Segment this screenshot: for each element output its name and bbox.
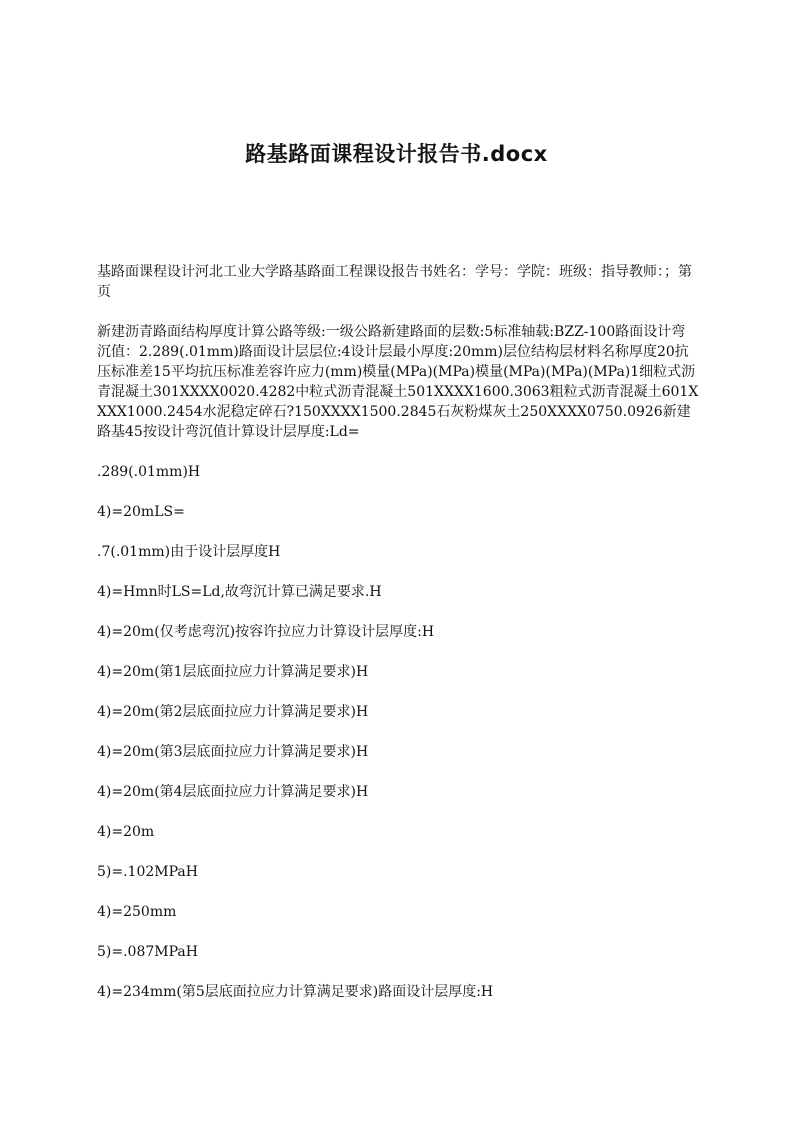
paragraph-line: 5)=.102MPaH: [97, 864, 198, 880]
document-body: [97, 262, 699, 1022]
paragraph-line: 4)=234mm(第5层底面拉应力计算满足要求)路面设计层厚度:H: [97, 984, 494, 1000]
paragraph-line: .7(.01mm)由于设计层厚度H: [97, 544, 281, 560]
paragraph-design-summary: 新建沥青路面结构厚度计算公路等级:一级公路新建路面的层数:5标准轴载:BZZ-100路面设计弯沉值：2.289(.01mm)路面设计层层位:4设计层最小厚度:20mm)层位结构层材料名称厚度20抗压标准差15平均抗压标准差容许应力(mm)模量(MPa)(MPa)模量(MPa)(MPa)(MPa)1细粒式沥青混凝土301XXXX0020.4282中粒式沥青混凝土501XXXX1600.3063粗粒式沥青混凝土601XXXX1000.2454水泥稳定碎石?150XXXX1500.2845石灰粉煤灰土250XXXX0750.0926新建路基45按设计弯沉值计算设计层厚度:Ld=: [97, 324, 699, 440]
paragraph-line: 4)=20m(仅考虑弯沉)按容许拉应力计算设计层厚度:H: [97, 624, 435, 640]
paragraph-line: .289(.01mm)H: [97, 464, 201, 480]
paragraph-line: 5)=.087MPaH: [97, 944, 198, 960]
paragraph-line: 4)=250mm: [97, 904, 177, 920]
paragraph-line: 4)=20m(第3层底面拉应力计算满足要求)H: [97, 744, 369, 760]
document-title: 路基路面课程设计报告书.docx: [245, 142, 548, 166]
paragraph-line: 4)=20m(第4层底面拉应力计算满足要求)H: [97, 784, 369, 800]
paragraph-line: 4)=20mLS=: [97, 504, 185, 520]
paragraph-line: 4)=20m(第2层底面拉应力计算满足要求)H: [97, 704, 369, 720]
paragraph-line: 4)=20m(第1层底面拉应力计算满足要求)H: [97, 664, 369, 680]
paragraph-header: 基路面课程设计河北工业大学路基路面工程课设报告书姓名：学号：学院：班级：指导教师：；第页: [97, 264, 692, 300]
paragraph-line: 4)=20m: [97, 824, 155, 840]
paragraph-line: 4)=Hmn时LS=Ld,故弯沉计算已满足要求.H: [97, 584, 382, 600]
